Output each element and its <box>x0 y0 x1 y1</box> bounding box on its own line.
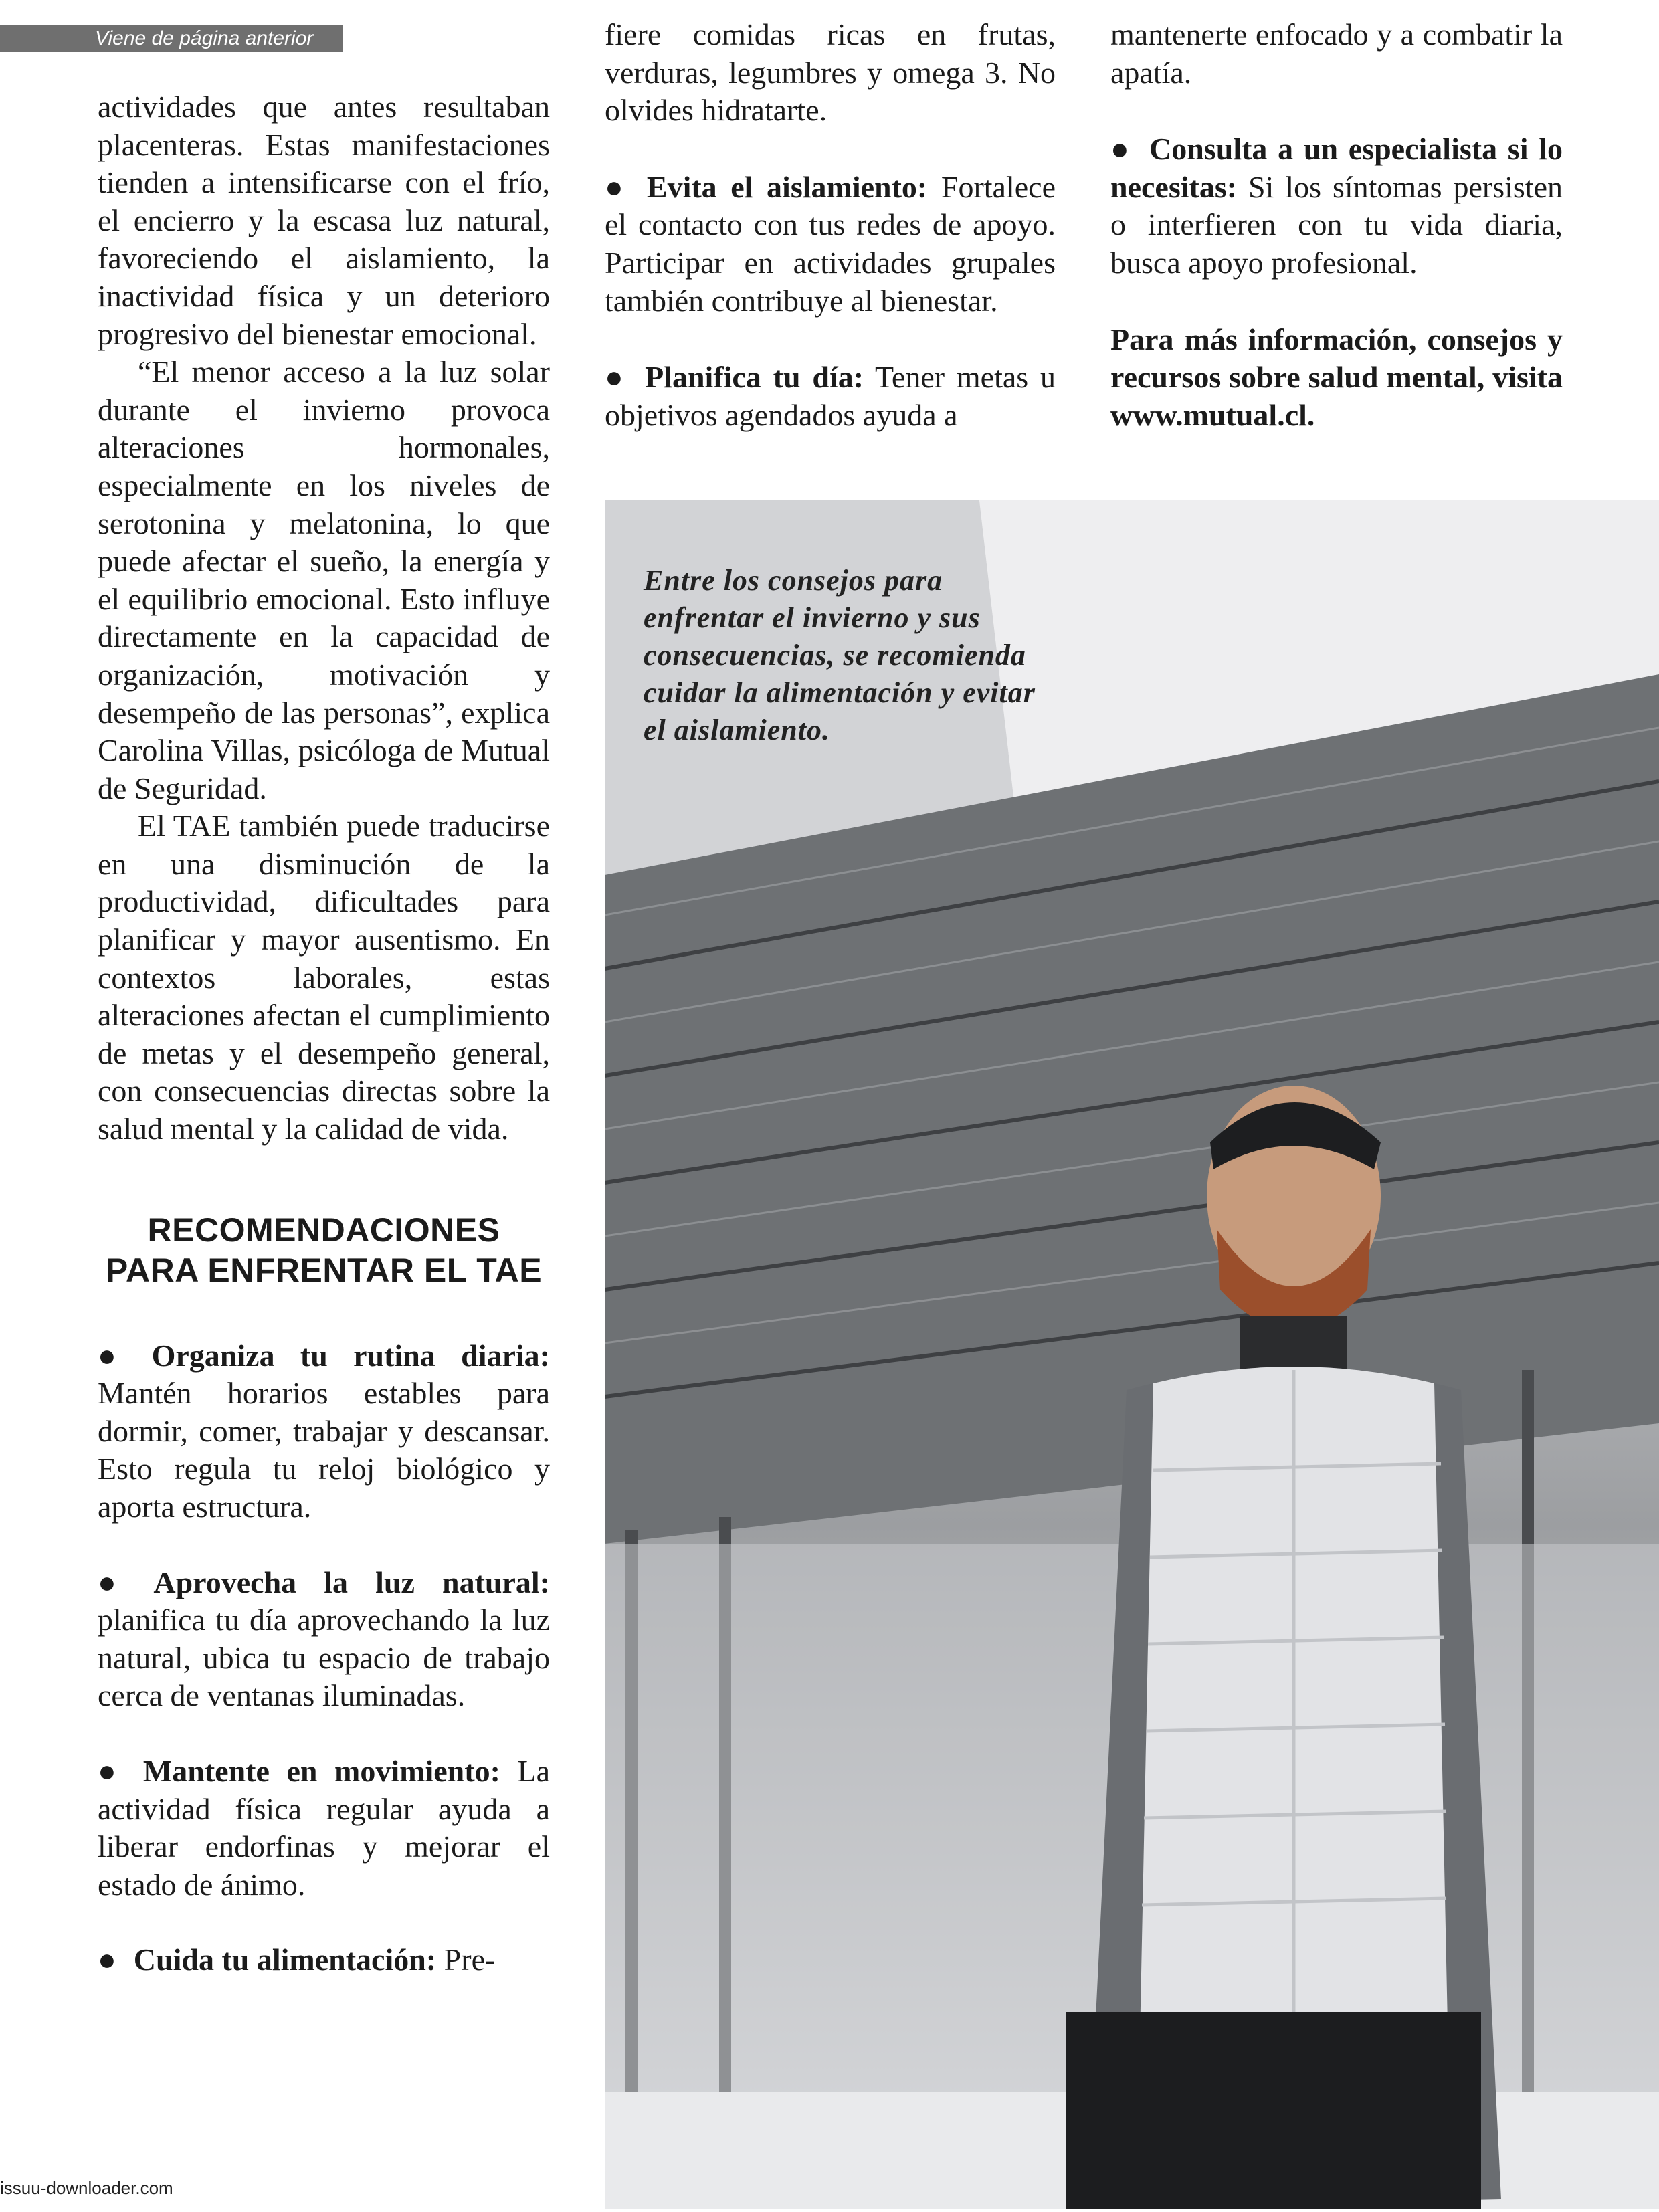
tip-text: Mantén horarios estables para dormir, comer, trabajar y descansar. Esto regula tu reloj biológico y aporta estructura. <box>98 1376 550 1524</box>
paragraph: actividades que antes resultaban placenteras. Estas manifestaciones tienden a intensificarse con el frío, el encierro y la escasa luz natural, favoreciendo el aislamiento, la inactividad física y un deterioro progresivo del bienestar emocional. <box>98 90 550 351</box>
article-column-3 <box>1110 16 1563 434</box>
tip-title: Cuida tu alimentación: <box>133 1942 437 1977</box>
section-heading-line: RECOMENDACIONES <box>147 1211 500 1249</box>
tip-text: Fortalece el contacto con tus redes de apoyo. Participar en actividades grupales también contribuye al bienestar. <box>605 169 1056 318</box>
tip-item <box>605 169 1056 320</box>
tip-title: Evita el aislamiento: <box>646 169 928 204</box>
photo-man-in-winter-vest <box>605 500 1659 2209</box>
article-column-2 <box>605 16 1056 434</box>
tip-text-continued: fiere comidas ricas en frutas, verduras, legumbres y omega 3. No olvides hidratarte. <box>605 17 1056 128</box>
section-heading <box>98 1210 550 1290</box>
tip-item <box>605 359 1056 434</box>
paragraph: “El menor acceso a la luz solar durante el invierno provoca alteraciones hormonales, especialmente en los niveles de serotonina y melatonina, lo que puede afectar el sueño, la energía y el equilibrio emocional. Esto influye directamente en la capacidad de organización, motivación y desempeño de las personas”, explica Carolina Villas, psicóloga de Mutual de Seguridad. <box>98 355 550 805</box>
continued-from-previous-page-tag: Viene de página anterior <box>0 25 343 52</box>
tip-title: Organiza tu rutina diaria: <box>151 1338 550 1373</box>
tip-text-continued: mantenerte enfocado y a combatir la apatía. <box>1110 17 1563 90</box>
bullet-icon: ● <box>605 169 629 204</box>
tip-title: Mantente en movimiento: <box>142 1753 500 1788</box>
closing-text: Para más información, consejos y recursos sobre salud mental, visita www.mutual.cl. <box>1110 322 1563 432</box>
source-credit: issuu-downloader.com <box>0 2178 173 2198</box>
tip-item <box>98 1752 550 1904</box>
photo-illustration <box>605 500 1659 2209</box>
bullet-icon: ● <box>98 1565 136 1599</box>
bullet-icon: ● <box>98 1338 134 1373</box>
tip-title: Consulta a un especialista si lo necesitas: <box>1110 132 1563 204</box>
tip-item <box>98 1564 550 1715</box>
tip-text: planifica tu día aprovechando la luz natural, ubica tu espacio de trabajo cerca de ventanas iluminadas. <box>98 1603 550 1713</box>
bullet-icon: ● <box>605 360 628 395</box>
tip-title: Aprovecha la luz natural: <box>153 1565 550 1599</box>
tip-item <box>98 1941 550 1979</box>
tip-title: Planifica tu día: <box>645 360 864 395</box>
tip-text: Si los síntomas persisten o interfieren con tu vida diaria, busca apoyo profesional. <box>1110 169 1563 280</box>
article-column-1 <box>98 88 550 1979</box>
photo-caption: Entre los consejos para enfrentar el invierno y sus consecuencias, se recomienda cuidar la alimentación y evitar el aislamiento. <box>644 564 1036 746</box>
tip-text: La actividad física regular ayuda a liberar endorfinas y mejorar el estado de ánimo. <box>98 1753 550 1902</box>
bullet-icon: ● <box>98 1942 116 1977</box>
section-heading-line: PARA ENFRENTAR EL TAE <box>105 1251 543 1289</box>
tip-item <box>1110 130 1563 282</box>
tip-item <box>98 1337 550 1526</box>
tip-text: Tener metas u objetivos agendados ayuda a <box>605 360 1056 432</box>
closing-note <box>1110 321 1563 435</box>
paragraph: El TAE también puede traducirse en una disminución de la productividad, dificultades para planificar y mayor ausentismo. En contextos laborales, estas alteraciones afectan el cumplimiento de metas y el desempeño general, con consecuencias directas sobre la salud mental y la calidad de vida. <box>98 809 550 1146</box>
bullet-icon: ● <box>98 1753 126 1788</box>
bullet-icon: ● <box>1110 132 1133 167</box>
tip-text: Pre- <box>444 1942 496 1977</box>
